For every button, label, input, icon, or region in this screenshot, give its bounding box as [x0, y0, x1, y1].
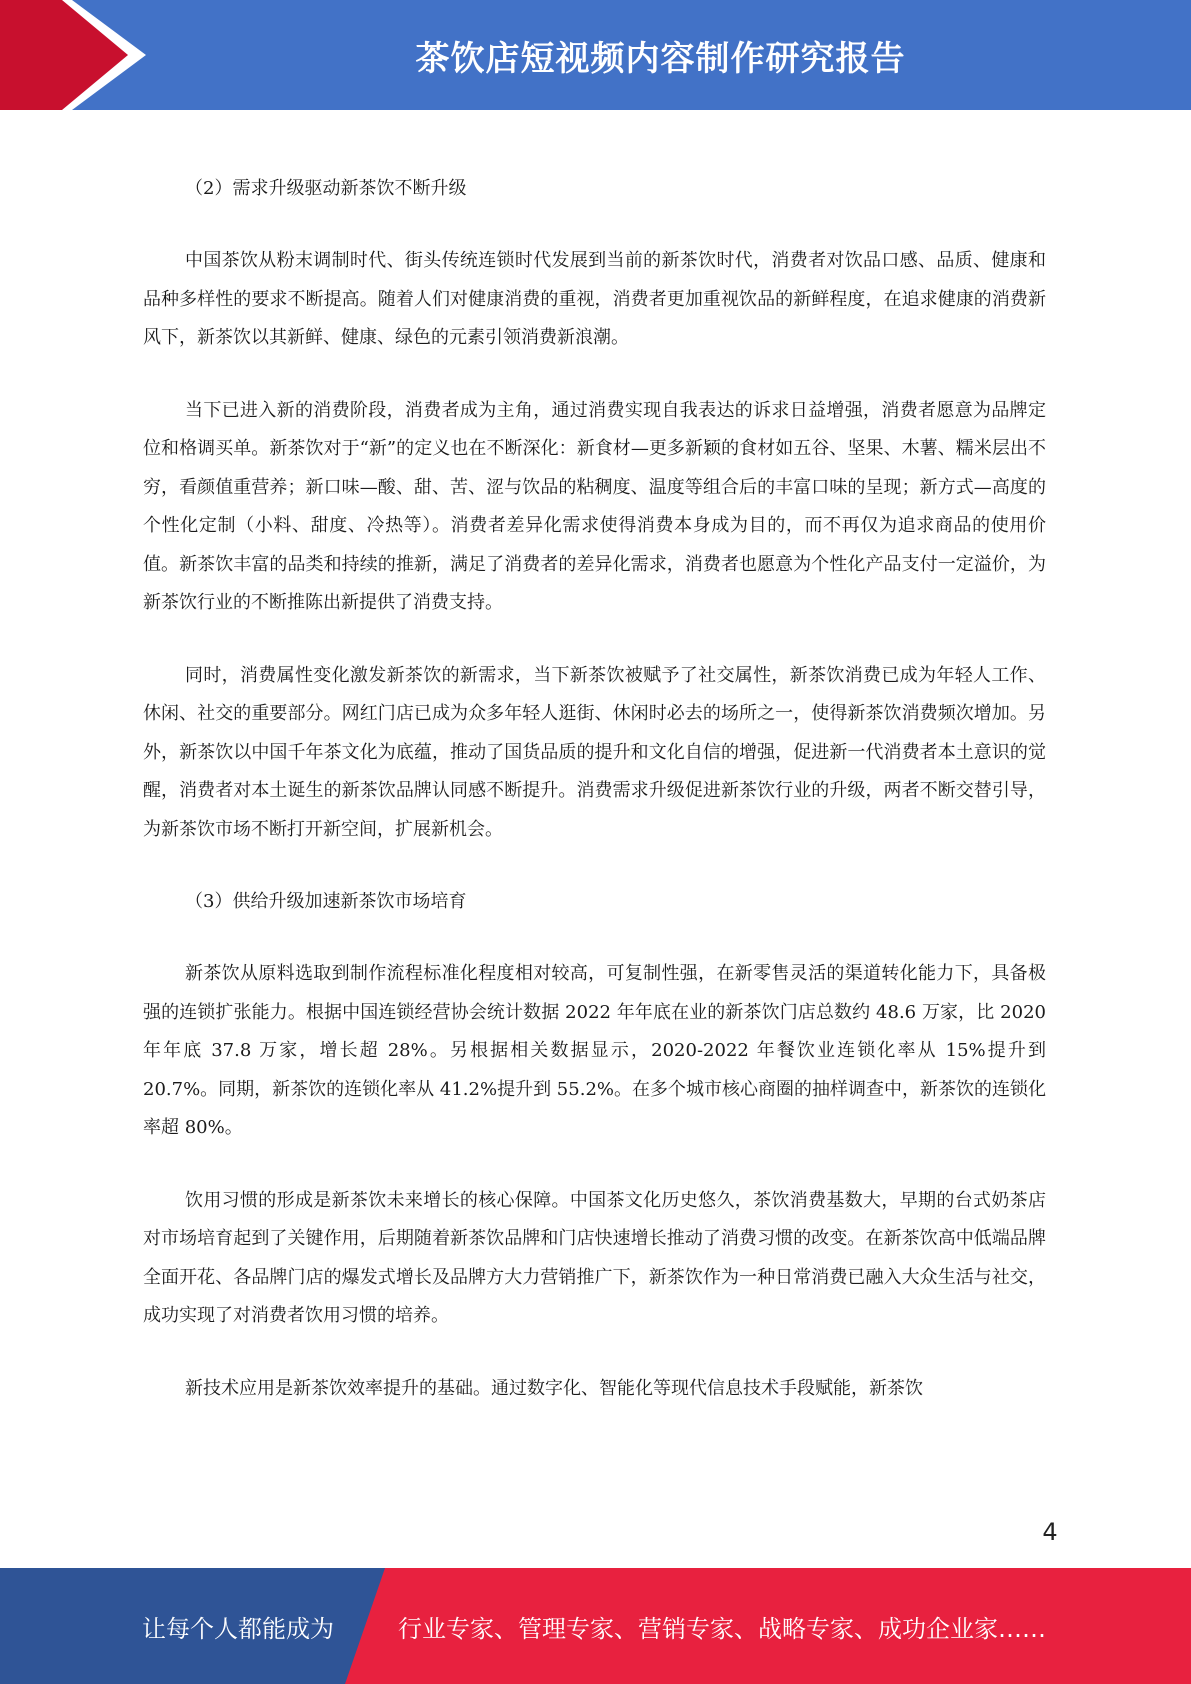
page-footer	[0, 1568, 1191, 1684]
footer-slogan-right: 行业专家、管理专家、营销专家、战略专家、成功企业家……	[398, 1614, 1046, 1643]
report-title: 茶饮店短视频内容制作研究报告	[415, 38, 906, 79]
section-heading-3: （3）供给升级加速新茶饮市场培育	[185, 891, 467, 912]
body-paragraph: 当下已进入新的消费阶段，消费者成为主角，通过消费实现自我表达的诉求日益增强，消费者愿意为品牌定位和格调买单。新茶饮对于“新”的定义也在不断深化：新食材—更多新颖的食材如五谷、坚果、木薯、糯米层出不穷，看颜值重营养；新口味—酸、甜、苦、涩与饮品的粘稠度、温度等组合后的丰富口味的呈现；新方式—高度的个性化定制（小料、甜度、冷热等）。消费者差异化需求使得消费本身成为目的，而不再仅为追求商品的使用价值。新茶饮丰富的品类和持续的推新，满足了消费者的差异化需求，消费者也愿意为个性化产品支付一定溢价，为新茶饮行业的不断推陈出新提供了消费支持。	[143, 399, 1046, 613]
body-paragraph: 中国茶饮从粉末调制时代、街头传统连锁时代发展到当前的新茶饮时代，消费者对饮品口感、品质、健康和品种多样性的要求不断提高。随着人们对健康消费的重视，消费者更加重视饮品的新鲜程度，在追求健康的消费新风下，新茶饮以其新鲜、健康、绿色的元素引领消费新浪潮。	[143, 250, 1046, 348]
document-body	[143, 170, 1046, 1442]
page-header	[0, 0, 1191, 110]
body-paragraph: 新茶饮从原料选取到制作流程标准化程度相对较高，可复制性强，在新零售灵活的渠道转化能力下，具备极强的连锁扩张能力。根据中国连锁经营协会统计数据 2022 年年底在业的新茶饮门店总数约 48.6 万家，比 2020 年年底 37.8 万家，增长超 28%。另根据相关数据显示，2020-2022 年餐饮业连锁化率从 15%提升到 20.7%。同期，新茶饮的连锁化率从 41.2%提升到 55.2%。在多个城市核心商圈的抽样调查中，新茶饮的连锁化率超 80%。	[143, 963, 1046, 1138]
body-paragraph: 新技术应用是新茶饮效率提升的基础。通过数字化、智能化等现代信息技术手段赋能，新茶饮	[185, 1377, 923, 1399]
section-heading-2: （2）需求升级驱动新茶饮不断升级	[185, 178, 467, 199]
page-number: 4	[1042, 1518, 1058, 1546]
body-paragraph: 饮用习惯的形成是新茶饮未来增长的核心保障。中国茶文化历史悠久，茶饮消费基数大，早期的台式奶茶店对市场培育起到了关键作用，后期随着新茶饮品牌和门店快速增长推动了消费习惯的改变。在新茶饮高中低端品牌全面开花、各品牌门店的爆发式增长及品牌方大力营销推广下，新茶饮作为一种日常消费已融入大众生活与社交，成功实现了对消费者饮用习惯的培养。	[143, 1189, 1046, 1326]
body-paragraph: 同时，消费属性变化激发新茶饮的新需求，当下新茶饮被赋予了社交属性，新茶饮消费已成为年轻人工作、休闲、社交的重要部分。网红门店已成为众多年轻人逛街、休闲时必去的场所之一，使得新茶饮消费频次增加。另外，新茶饮以中国千年茶文化为底蕴，推动了国货品质的提升和文化自信的增强，促进新一代消费者本土意识的觉醒，消费者对本土诞生的新茶饮品牌认同感不断提升。消费需求升级促进新茶饮行业的升级，两者不断交替引导，为新茶饮市场不断打开新空间，扩展新机会。	[143, 664, 1046, 840]
footer-slogan-left: 让每个人都能成为	[142, 1614, 334, 1643]
